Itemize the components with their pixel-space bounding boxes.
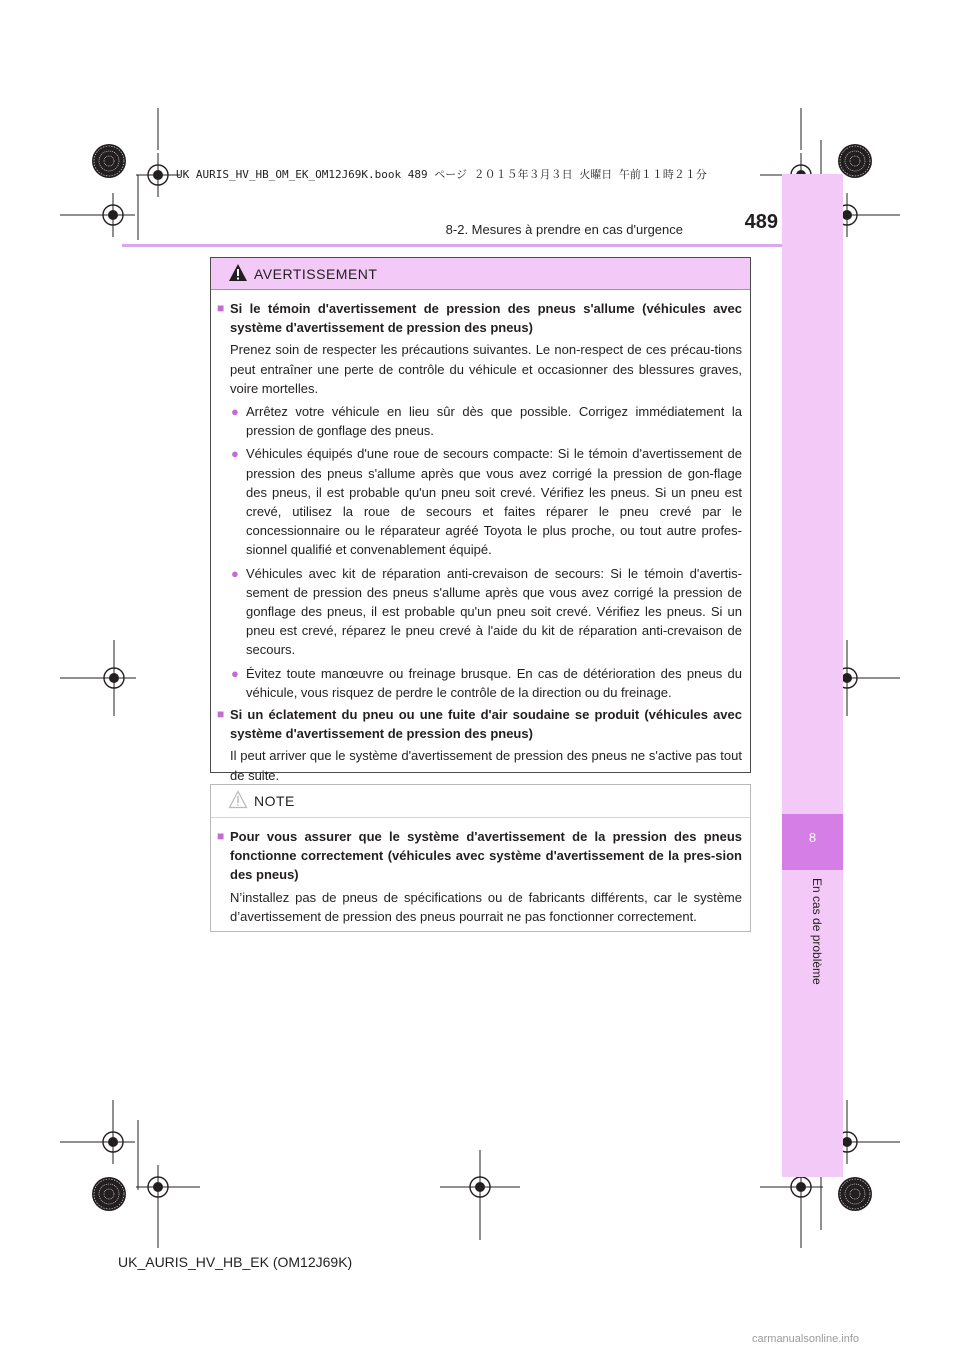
- square-bullet-icon: ■: [217, 829, 225, 843]
- warning-heading-bar: [211, 258, 750, 290]
- warning-heading: AVERTISSEMENT: [254, 266, 378, 282]
- document-code: UK_AURIS_HV_HB_EK (OM12J69K): [118, 1254, 353, 1270]
- circle-bullet-icon: ●: [231, 404, 239, 420]
- note-heading: NOTE: [254, 793, 295, 809]
- warning-item-title: Si le témoin d'avertissement de pression des pneus s'allume (véhicules avec système d'avertissement de pression des pneus): [230, 301, 742, 336]
- warning-subitem-text: Véhicules avec kit de réparation anti-crevaison de secours: Si le témoin d'avertis-sement de pression des pneus s'allume après que vous avez corrigé la pression de gonflage des pneus, il est probable qu'un pneu soit crevé. Vérifiez les pneus. Si un pneu est crevé, réparez le pneu crevé à l'aide du kit de réparation anti-crevaison de secours.: [246, 565, 742, 658]
- circle-bullet-icon: ●: [231, 446, 239, 462]
- note-item-text: N’installez pas de pneus de spécifications ou de fabricants différents, car le système d’avertissement de pression des pneus pourrait ne pas fonctionner correctement.: [230, 889, 742, 924]
- chapter-number: 8: [808, 830, 817, 845]
- note-item-title: Pour vous assurer que le système d'avertissement de la pression des pneus fonctionne correctement (véhicules avec système d'avertissement de la pres-sion des pneus): [230, 829, 742, 883]
- warning-item-text: Prenez soin de respecter les précautions suivantes. Le non-respect de ces précau-tions peut entraîner une perte de contrôle du véhicule et occasionner des blessures graves, voire mortelles.: [230, 342, 742, 396]
- warning-subitem-text: Arrêtez votre véhicule en lieu sûr dès que possible. Corrigez immédiatement la pression de gonflage des pneus.: [246, 404, 742, 439]
- warning-triangle-filled-icon: [228, 263, 248, 282]
- chapter-side-tab: [782, 174, 843, 1177]
- warning-subitem: [230, 444, 742, 559]
- chapter-label: En cas de problème: [810, 878, 824, 985]
- note-heading-bar: [211, 785, 750, 818]
- warning-item-title: Si un éclatement du pneu ou une fuite d'air soudaine se produit (véhicules avec système d'avertissement de pression des pneus): [230, 707, 742, 742]
- watermark: carmanualsonline.info: [752, 1333, 860, 1345]
- warning-item-text: Il peut arriver que le système d'avertissement de pression des pneus ne s'active pas tout de suite.: [230, 748, 742, 783]
- warning-subitem: [230, 402, 742, 440]
- warning-triangle-outline-icon: [228, 790, 248, 809]
- warning-subitem-text: Évitez toute manœuvre ou freinage brusque. En cas de détérioration des pneus du véhicule, vous risquez de perdre le contrôle de la direction ou du freinage.: [246, 665, 742, 700]
- section-title: 8-2. Mesures à prendre en cas d'urgence: [445, 222, 683, 237]
- circle-bullet-icon: ●: [231, 665, 239, 681]
- warning-subitem: [230, 664, 742, 702]
- print-info: UK AURIS_HV_HB_OM_EK_OM12J69K.book 489 ページ ２０１５年３月３日 火曜日 午前１１時２１分: [176, 168, 707, 181]
- warning-item-tpws-light: [217, 299, 742, 702]
- warning-box: [210, 257, 751, 783]
- page-number: 489: [744, 211, 778, 233]
- warning-subitem: [230, 564, 742, 660]
- square-bullet-icon: ■: [217, 301, 225, 315]
- note-item: [217, 827, 742, 926]
- circle-bullet-icon: ●: [231, 565, 239, 581]
- square-bullet-icon: ■: [217, 707, 225, 722]
- warning-subitem-text: Véhicules équipés d'une roue de secours compacte: Si le témoin d'avertissement de pression des pneus s'allume après que vous avez corrigé la pression de gon-flage des pneus, il est probable qu'un pneu soit crevé. Vérifiez les pneus. Si un pneu est crevé, utilisez la roue de secours et faites réparer le pneu crevé par le concessionnaire ou le réparateur agréé Toyota le plus proche, ou tout autre profes-sionnel qualifié et convenablement équipé.: [246, 446, 742, 558]
- warning-item-tire-burst: [217, 705, 742, 785]
- note-box: [210, 784, 751, 932]
- header-rule: [122, 244, 782, 247]
